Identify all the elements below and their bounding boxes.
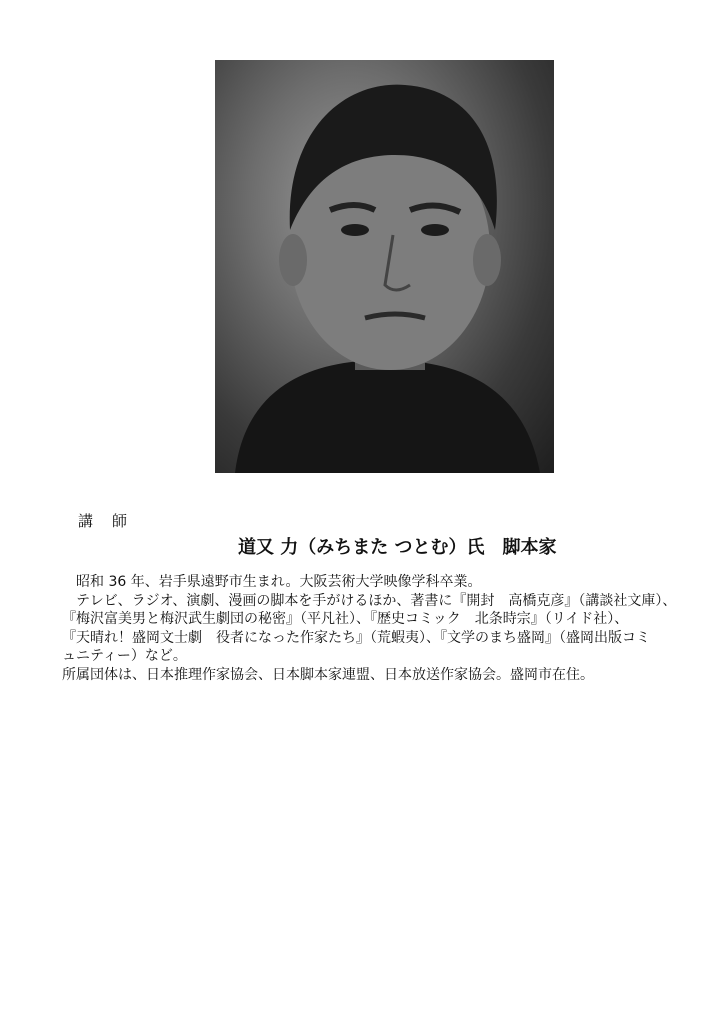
bio-line: 昭和 36 年、岩手県遠野市生まれ。大阪芸術大学映像学科卒業。: [62, 574, 482, 590]
portrait-illustration: [215, 60, 554, 473]
lecturer-name: 道又 力（みちまた つとむ）氏 脚本家: [238, 537, 557, 558]
portrait-photo: [215, 60, 554, 473]
bio-line: ュニティー）など。: [62, 648, 187, 665]
bio-line: 『天晴れ！盛岡文士劇 役者になった作家たち』（荒蝦夷）、『文学のまち盛岡』（盛岡出版コミ: [62, 629, 650, 646]
bio-line: 所属団体は、日本推理作家協会、日本脚本家連盟、日本放送作家協会。盛岡市在住。: [62, 666, 594, 683]
biography: [62, 573, 682, 685]
bio-line: 『梅沢富美男と梅沢武生劇団の秘密』（平凡社）、『歴史コミック 北条時宗』（リイド社）、: [62, 611, 629, 628]
bio-line: テレビ、ラジオ、演劇、漫画の脚本を手がけるほか、著書に『開封 高橋克彦』（講談社文庫）、: [62, 592, 677, 609]
lecturer-label: 講 師: [78, 512, 130, 530]
